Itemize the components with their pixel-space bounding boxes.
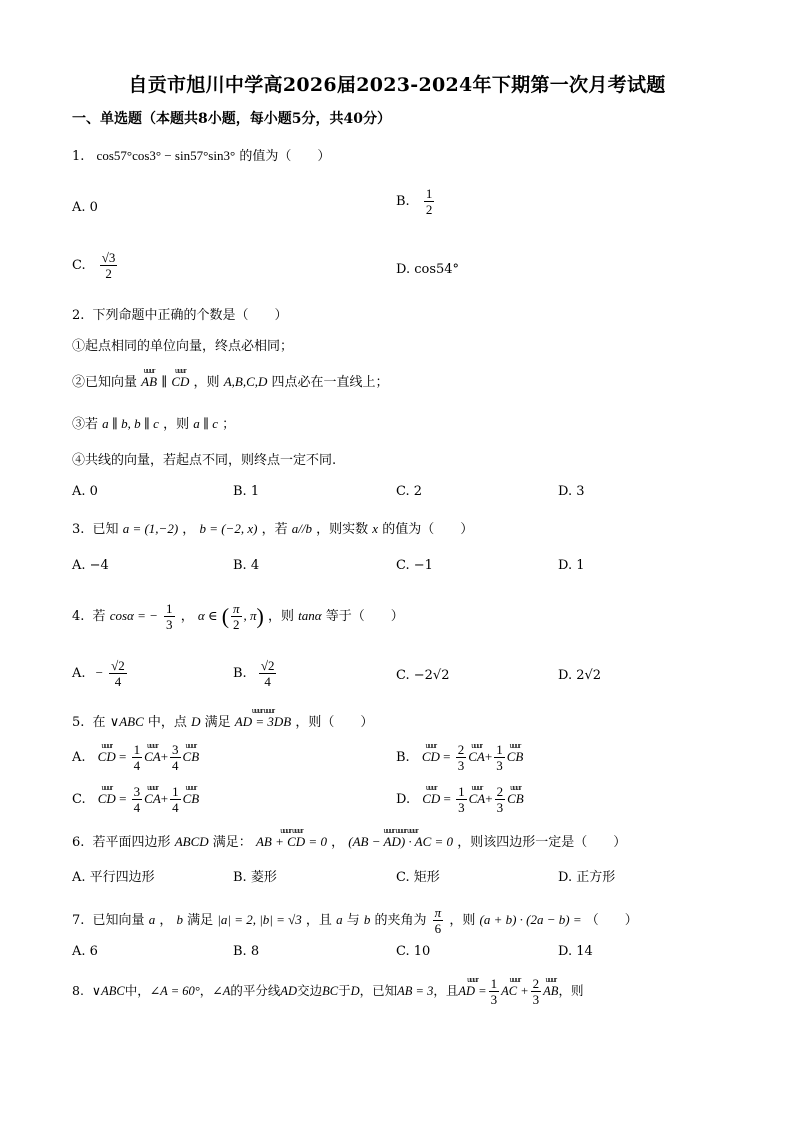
q2-statement-3 [72, 414, 235, 435]
numerator: √2 [111, 658, 125, 673]
vector-ab: uuur AB [543, 981, 558, 1001]
question-number: 3. [72, 522, 85, 537]
q7-option-c: C. 10 [396, 944, 431, 959]
text: ， [331, 835, 345, 850]
text: 中， [124, 983, 150, 998]
denominator: 3 [496, 758, 503, 773]
text: 中，点 [147, 715, 187, 730]
vector-a-definition: a = (1,−2) [122, 521, 179, 536]
q5-option-d: D. uuur CD = $\frac{1}{3}$ uuur CA+ $\frac{2}{3}$ uuur CB [396, 784, 524, 815]
condition-2: uuur uuur uuur (AB − AD) · AC = 0 [348, 832, 453, 852]
quadrilateral: ABCD [174, 834, 209, 849]
q6-option-a: A. 平行四边形 [72, 870, 155, 885]
q3-option-c: C. −1 [396, 558, 433, 573]
q4-option-d: D. 2√2 [558, 668, 602, 683]
vector-cb: uuur CB [183, 789, 200, 809]
fraction [456, 784, 467, 815]
sign: − [95, 665, 104, 680]
vector-cb: uuur CB [507, 789, 524, 809]
triangle: ∨ABC [91, 984, 125, 998]
q3-option-d: D. 1 [558, 558, 585, 573]
vector-cd: uuur CD [98, 789, 116, 809]
numerator: 2 [496, 784, 504, 799]
denominator: 4 [133, 758, 141, 773]
fraction [489, 976, 500, 1007]
points: A,B,C,D [223, 374, 268, 389]
numerator: 3 [133, 784, 141, 799]
vector-cd: uuur CD [98, 747, 116, 767]
denominator: 2 [425, 202, 433, 217]
q2-statement-1: ①起点相同的单位向量，终点必相同； [72, 339, 294, 354]
question-number: 2. [72, 308, 85, 323]
denominator: 3 [458, 800, 465, 815]
option-label: C. [72, 258, 86, 273]
condition: uuur uuur AD = 3DB [235, 712, 291, 732]
q2-statement-4: ④共线的向量，若起点不同，则终点一定不同. [72, 453, 337, 468]
question-5 [72, 712, 373, 733]
denominator: 3 [457, 758, 465, 773]
fraction [259, 658, 277, 689]
vector-ca: uuur CA [468, 747, 485, 767]
length: AB = 3 [397, 984, 434, 998]
text: ，且 [305, 913, 332, 928]
denominator: 3 [496, 800, 504, 815]
text: 的夹角为 [374, 913, 427, 928]
text: ， [199, 983, 213, 998]
text: 满足： [212, 835, 252, 850]
fraction [433, 905, 444, 936]
vector-ca: uuur CA [144, 747, 161, 767]
numerator: 2 [457, 742, 465, 757]
vector-ab: uuur AB [141, 372, 157, 392]
q7-option-b: B. 8 [233, 944, 260, 959]
numerator: 1 [458, 784, 465, 799]
fraction [231, 601, 242, 632]
text: ； [222, 417, 236, 432]
numerator: 1 [172, 784, 179, 799]
fraction [424, 186, 435, 217]
q4-option-c: C. −2√2 [396, 668, 450, 683]
q2-option-b: B. 1 [233, 484, 260, 499]
numerator: √2 [260, 658, 275, 673]
text: ，则 [558, 983, 584, 998]
option-label: D. [396, 792, 411, 807]
q2-option-d: D. 3 [558, 484, 585, 499]
q7-option-a: A. 6 [72, 944, 98, 959]
variable: x [372, 521, 379, 536]
question-7 [72, 905, 638, 936]
text: ，则实数 [316, 522, 369, 537]
text: 满足 [187, 913, 214, 928]
text: ， [159, 913, 173, 928]
vector-cb: uuur CB [507, 747, 524, 767]
fraction [531, 976, 542, 1007]
condition: |a| = 2, |b| = √3 [217, 912, 302, 927]
question-number: 8. [72, 983, 84, 998]
denominator: 4 [133, 800, 141, 815]
q2-option-a: A. 0 [72, 484, 98, 499]
numerator: 2 [532, 976, 540, 991]
text: ， [180, 609, 194, 624]
vector-cb: uuur CB [183, 747, 200, 767]
math-expression: cos57°cos3° − sin57°sin3° [96, 148, 236, 163]
fraction [132, 784, 143, 815]
vector-cd: uuur CD [171, 372, 189, 392]
question-8 [72, 976, 583, 1007]
denominator: 2 [233, 617, 240, 632]
text: （ ） [585, 913, 638, 928]
numerator: 1 [496, 742, 503, 757]
denominator: 3 [532, 992, 540, 1007]
text: 若 [92, 609, 106, 624]
condition: a//b [291, 521, 312, 536]
fraction [170, 742, 181, 773]
q3-option-b: B. 4 [233, 558, 260, 573]
q6-option-c: C. 矩形 [396, 870, 440, 885]
vector-b: b [363, 912, 371, 927]
point: D [191, 714, 201, 729]
text: 等于（ ） [325, 609, 404, 624]
point: D [350, 984, 360, 998]
option-label: B. [396, 194, 410, 209]
denominator: 4 [264, 674, 271, 689]
option-label: B. [396, 750, 410, 765]
denominator: 6 [434, 921, 442, 936]
text: ，则 [163, 417, 190, 432]
text: ，则（ ） [295, 715, 374, 730]
math-expression: tanα [298, 608, 322, 623]
vector-ad: uuur AD = [458, 981, 486, 1001]
denominator: 3 [490, 992, 498, 1007]
q5-option-a: A. uuur CD = $\frac{1}{4}$ uuur CA+ $\frac{3}{4}$ uuur CB [72, 742, 199, 773]
numerator: π [434, 905, 442, 920]
text: 交边 [297, 983, 323, 998]
text: 若平面四边形 [92, 835, 171, 850]
question-number: 7. [72, 913, 85, 928]
numerator: 1 [133, 742, 141, 757]
fraction [100, 250, 118, 281]
numerator: √3 [101, 250, 116, 265]
question-number: 1. [72, 149, 85, 164]
q2-option-c: C. 2 [396, 484, 423, 499]
question-4 [72, 601, 404, 632]
text: 四点必在一直线上； [271, 375, 389, 390]
page-title: 自贡市旭川中学高2026届2023-2024年下期第一次月考试题 [128, 74, 666, 96]
question-text: 下列命题中正确的个数是（ ） [92, 308, 288, 323]
q1-option-c [72, 250, 119, 281]
vector-b-definition: b = (−2, x) [199, 521, 258, 536]
q1-option-a: A. 0 [72, 200, 98, 215]
math-expression: α ∈ [197, 608, 218, 623]
q1-option-d: D. cos54° [396, 262, 460, 277]
question-number: 5. [72, 715, 85, 730]
denominator: 3 [166, 617, 173, 632]
option-label: C. [72, 792, 86, 807]
math-expression: a ∥ b, b ∥ c [102, 416, 159, 431]
q4-option-b [233, 658, 278, 689]
question-number: 6. [72, 835, 85, 850]
q5-option-c: C. uuur CD = $\frac{3}{4}$ uuur CA+ $\frac{1}{4}$ uuur CB [72, 784, 199, 815]
question-1 [72, 146, 330, 167]
q6-option-b: B. 菱形 [233, 870, 277, 885]
question-number: 4. [72, 609, 85, 624]
vector-ac: uuur AC + [501, 981, 529, 1001]
angle: ∠A [212, 984, 231, 998]
q5-option-b: B. uuur CD = $\frac{2}{3}$ uuur CA+ $\frac{1}{3}$ uuur CB [396, 742, 523, 773]
text: 已知向量 [92, 913, 145, 928]
q7-option-d: D. 14 [558, 944, 593, 959]
close-paren: ) [256, 603, 264, 629]
option-label: A. [72, 750, 86, 765]
text: 的平分线 [230, 983, 281, 998]
numerator: 1 [490, 976, 498, 991]
triangle: ∨ABC [109, 714, 144, 729]
numerator: π [233, 601, 240, 616]
vector-ca: uuur CA [144, 789, 161, 809]
text: ，若 [261, 522, 288, 537]
denominator: 4 [172, 800, 179, 815]
text: 与 [346, 913, 360, 928]
vector-cd: uuur CD [422, 789, 440, 809]
open-paren: ( [221, 603, 230, 629]
vector-a: a [336, 912, 343, 927]
text: 满足 [204, 715, 231, 730]
fraction [164, 601, 175, 632]
q2-statement-2 [72, 372, 389, 393]
numerator: 1 [425, 186, 433, 201]
fraction [456, 742, 467, 773]
text: 于 [338, 983, 351, 998]
math-expression: a ∥ c [193, 416, 219, 431]
denominator: 4 [114, 674, 122, 689]
parallel-symbol: ∥ [161, 374, 168, 389]
text: 已知 [92, 522, 119, 537]
question-6 [72, 832, 626, 853]
text: ， [182, 522, 196, 537]
q1-option-b [396, 186, 436, 217]
text: ，且 [433, 983, 459, 998]
text: ②已知向量 [72, 375, 138, 390]
text: ，则 [193, 375, 220, 390]
denominator: 2 [105, 266, 112, 281]
fraction [132, 742, 143, 773]
section-heading: 一、单选题（本题共8小题，每小题5分，共40分） [72, 111, 391, 127]
numerator: 1 [166, 601, 173, 616]
text: ③若 [72, 417, 99, 432]
option-label: A. [72, 666, 86, 681]
question-text: 的值为（ ） [239, 149, 331, 164]
vector-a: a [148, 912, 156, 927]
text: 的值为（ ） [382, 522, 474, 537]
condition-1: uuur uuur AB + CD = 0 [256, 832, 327, 852]
angle: ∠A = 60° [149, 984, 200, 998]
fraction [170, 784, 181, 815]
question-2 [72, 306, 288, 326]
fraction [495, 784, 506, 815]
math-expression: cosα = − [109, 608, 158, 623]
vector-ca: uuur CA [469, 789, 486, 809]
q4-option-a [72, 658, 129, 689]
vector-b: b [176, 912, 183, 927]
segment: BC [322, 984, 339, 998]
text: 在 [92, 715, 106, 730]
vector-cd: uuur CD [422, 747, 440, 767]
text: ，则 [449, 913, 476, 928]
text: ，则 [268, 609, 295, 624]
denominator: 4 [172, 758, 179, 773]
q6-option-d: D. 正方形 [558, 870, 616, 885]
math-expression: , π [243, 608, 257, 623]
text: ，则该四边形一定是（ ） [457, 835, 627, 850]
fraction [494, 742, 505, 773]
text: ，已知 [359, 983, 398, 998]
option-label: B. [233, 666, 247, 681]
segment: AD [280, 984, 298, 998]
fraction [109, 658, 127, 689]
numerator: 3 [172, 742, 179, 757]
math-expression: (a + b) · (2a − b) = [479, 912, 582, 927]
q3-option-a: A. −4 [72, 558, 109, 573]
question-3 [72, 519, 473, 540]
